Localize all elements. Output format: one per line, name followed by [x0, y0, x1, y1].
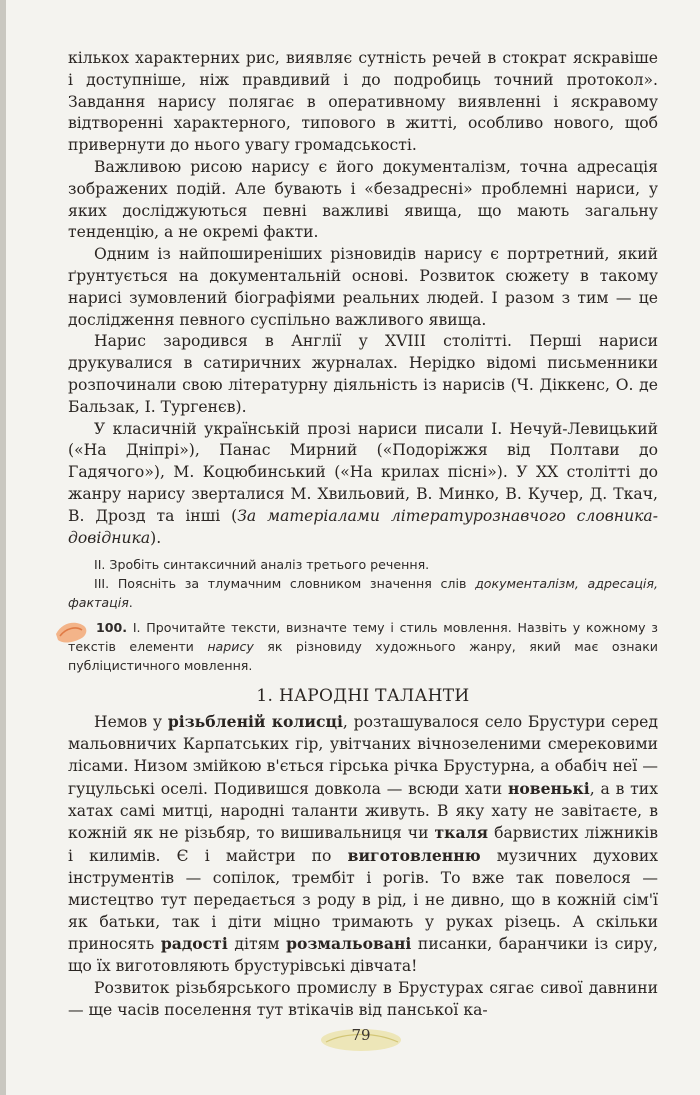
- section-heading: 1. НАРОДНІ ТАЛАНТИ: [256, 686, 470, 707]
- text-paragraph-2: Розвиток різьбярського промислу в Брустурах сягає сивої давнини — ще часів поселення тут втікачів від панської ка-: [68, 978, 658, 1019]
- paragraph-4: Нарис зародився в Англії у XVIII столітті. Перші нариси друкувалися в сатиричних журналах. Нерідко відомі письменники розпочинали свою літературну діяльність із нарисів (Ч. Діккенс, О. де Бальзак, І. Тургенєв).: [68, 332, 658, 416]
- exercise-marker-icon: [54, 620, 90, 646]
- page-number-area: [316, 1018, 406, 1058]
- paragraph-5: У класичній українській прозі нариси писали І. Нечуй-Левицький («На Дніпрі»), Панас Мирний («Подоріжжя від Полтави до Гадячого»), М. Коцюбинський («На крилах пісні»). У XX столітті до жанру нарису зверталися М. Хвильовий, В. Минко, В. Кучер, Д. Ткач, В. Дрозд та інші (За матеріалами літературознавчого словника-довідника).: [68, 419, 658, 547]
- paragraph-2: Важливою рисою нарису є його документалізм, точна адресація зображених подій. Але бувають і «безадресні» проблемні нариси, у яких досліджуються певні важливі явища, що мають загальну тенденцію, а не окремі факти.: [68, 157, 658, 242]
- text-paragraph-1: Немов у різьбленій колисці, розташувалося село Брустури серед мальовничих Карпатських гір, увітчаних вічнозеленими смерековими лісами. Низом змійкою в'ється гірська річка Брустурна, а обабіч неї — гуцульські оселі. Подивишся довкола — всюди хати новенькі, а в тих хатах самі митці, народні таланти живуть. В яку хату не завітаєте, в кожній як не різьбяр, то вишивальниця чи ткаля барвистих ліжників і килимів. Є і майстри по виготовленню музичних духових інструментів — сопілок, трембіт і рогів. То вже так повелося — мистецтво тут передається з роду в рід, і не дивно, що в кожній сім'ї як батьки, так і діти міцно тримають у руках різець. А скільки приносять радості дітям розмальовані писанки, баранчики із сиру, що їх виготовляють брустурівські дівчата!: [68, 712, 659, 976]
- page-content: [68, 48, 658, 1021]
- task-2: II. Зробіть синтаксичний аналіз третього речення.: [94, 557, 430, 573]
- page-number: 79: [351, 1026, 371, 1044]
- paragraph-1: кількох характерних рис, виявляє сутність речей в стократ яскравіше і доступніше, ніж правдивий і до подробиць точний протокол». Завдання нарису полягає в оперативному виявленні і яскравому відтворенні характерного, типового в житті, особливо нового, щоб привернути до нього увагу громадськості.: [68, 49, 658, 155]
- paragraph-3: Одним із найпоширеніших різновидів нарису є портретний, який ґрунтується на документальній основі. Розвиток сюжету в такому нарисі зумовлений біографіями реальних людей. І разом з тим — це дослідження певного суспільно важливого явища.: [68, 245, 658, 329]
- exercise-number: 100.: [96, 620, 128, 636]
- exercise-100-text: 100. І. Прочитайте тексти, визначте тему і стиль мовлення. Назвіть у кожному з текстів елементи нарису як різновиду художнього жанру, який має ознаки публіцистичного мовлення.: [68, 620, 658, 674]
- task-3-terms: документалізм, адресація, фактація: [68, 576, 658, 611]
- exercise-100: [68, 618, 658, 675]
- exercise-term: нарису: [207, 639, 254, 655]
- task-3: III. Поясніть за тлумачним словником значення слів документалізм, адресація, фактація.: [68, 576, 658, 611]
- source-citation: За матеріалами літературознавчого словника-довідника: [68, 506, 658, 547]
